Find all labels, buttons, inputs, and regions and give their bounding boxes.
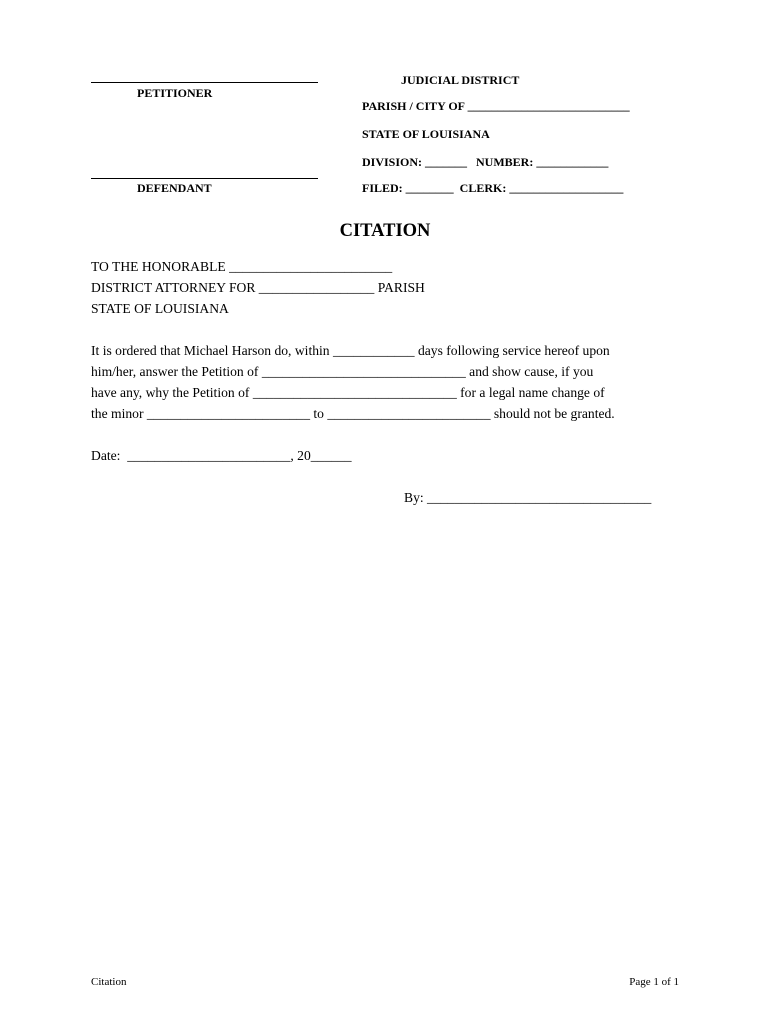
document-title: CITATION	[339, 221, 431, 241]
petitioner-signature-line	[91, 82, 318, 83]
footer-document-name: Citation	[91, 976, 127, 988]
state-label: STATE OF LOUISIANA	[362, 127, 490, 141]
parish-city-line: PARISH / CITY OF ___________________________	[362, 99, 630, 113]
petitioner-label: PETITIONER	[137, 86, 213, 100]
date-line: Date: ________________________, 20______	[91, 448, 352, 463]
addressee-line-2: DISTRICT ATTORNEY FOR _________________ PARISH	[91, 280, 425, 295]
order-line-3: have any, why the Petition of ______________________________ for a legal name change of	[91, 385, 605, 400]
filed-clerk-line: FILED: ________ CLERK: ___________________	[362, 181, 624, 195]
signature-by-line: By: _________________________________	[404, 490, 652, 505]
division-number-line: DIVISION: _______ NUMBER: ____________	[362, 155, 609, 169]
footer-page-number: Page 1 of 1	[629, 976, 679, 988]
judicial-district-label: JUDICIAL DISTRICT	[401, 73, 520, 87]
order-line-1: It is ordered that Michael Harson do, within ____________ days following service hereof upon	[91, 343, 610, 358]
defendant-signature-line	[91, 178, 318, 179]
defendant-label: DEFENDANT	[137, 181, 212, 195]
order-line-2: him/her, answer the Petition of ______________________________ and show cause, if you	[91, 364, 594, 379]
addressee-line-3: STATE OF LOUISIANA	[91, 301, 229, 316]
addressee-line-1: TO THE HONORABLE ________________________	[91, 259, 393, 274]
order-line-4: the minor ________________________ to ________________________ should not be granted.	[91, 406, 615, 421]
